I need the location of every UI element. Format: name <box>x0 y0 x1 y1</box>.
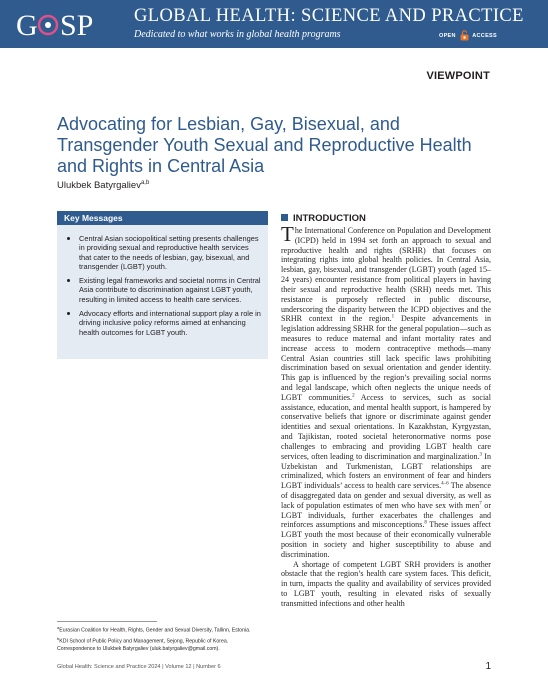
bullet-icon <box>67 312 70 315</box>
reference-mark[interactable]: 2 <box>352 393 355 399</box>
reference-mark[interactable]: 3 <box>479 452 483 458</box>
body-text: Despite advancements in legislation addressing SRHR for the general population—such as measures to reduce maternal and infant mortality rates and increase access to modern contraceptive methods—many Central Asian countries still lack specific laws prohibiting discrimination based on sexual orientation and gender identity. This gap is influenced by the region’s prevailing social norms and legal landscape, which often neglects the unique needs of LGBT communities. <box>281 314 492 402</box>
article-title: Advocating for Lesbian, Gay, Bisexual, and Transgender Youth Sexual and Reproductive Health and Rights in Central Asia <box>57 114 472 176</box>
introduction-body <box>281 222 492 609</box>
key-message-text: Advocacy efforts and international support play a role in driving inclusive policy reforms aimed at enhancing health outcomes for LGBT youth. <box>79 309 261 337</box>
body-text: In Uzbekistan and Turkmenistan, LGBT relationships are criminalized, which fosters an environment of fear and hinders LGBT individuals’ access to health care services. <box>281 451 491 491</box>
correspondence-note[interactable]: Correspondence to Ulukbek Batyrgaliev (uluk.batyrgaliev@gmail.com). <box>57 646 220 653</box>
svg-text:G: G <box>16 9 38 42</box>
footnote-divider <box>57 621 157 622</box>
reference-mark[interactable]: 7 <box>479 501 482 507</box>
footnote-text: Eurasian Coalition for Health, Rights, Gender and Sexual Diversity, Tallinn, Estonia. <box>59 627 251 634</box>
reference-mark[interactable]: 8 <box>424 520 427 526</box>
open-access-badge <box>439 30 497 41</box>
page-footer-citation: Global Health: Science and Practice 2024 | Volume 12 | Number 6 <box>57 664 221 670</box>
footnote-a <box>57 624 272 635</box>
body-text: These issues affect LGBT youth the most because of their economically vulnerable position in society and higher susceptibility to abuse and discrimination. <box>281 520 491 559</box>
reference-mark[interactable]: 1 <box>391 314 395 320</box>
author-line <box>57 180 149 191</box>
drop-cap: T <box>281 222 294 246</box>
open-access-label-right: ACCESS <box>472 32 497 39</box>
key-messages-box <box>57 211 268 359</box>
body-text: The absence of disaggregated data on gender and sexual diversity, as well as lack of population estimates of men who have sex with men <box>281 481 491 510</box>
page-number: 1 <box>485 661 491 672</box>
body-text: he International Conference on Population and Development (ICPD) held in 1994 set forth an approach to sexual and reproductive health and rights (SRHR) that focuses on integrating rights into global health policies. In Central Asia, lesbian, gay, bisexual, and transgender (LGBT) youth (aged 15–24 years) encounter resistance from political players in having their sexual and reproductive health (SRH) needs met. This resistance is purposely reflected in public discourse, underscoring the disparity between the ICPD objectives and the SRHR context in the region. <box>281 226 491 324</box>
key-message-text: Central Asian sociopolitical setting presents challenges in providing sexual and reproductive health services that cater to the needs of lesbian, gay, bisexual, and transgender (LGBT) youth. <box>79 234 259 271</box>
key-message-item <box>63 276 262 304</box>
journal-title: GLOBAL HEALTH: SCIENCE AND PRACTICE <box>134 6 524 26</box>
key-messages-list <box>57 225 268 337</box>
body-paragraph <box>281 222 492 560</box>
key-messages-heading: Key Messages <box>57 211 268 225</box>
affiliation-footnotes <box>57 621 272 654</box>
footnote-mark: a <box>57 625 60 630</box>
footnote-mark: b <box>57 636 60 642</box>
svg-text:SP: SP <box>60 9 94 42</box>
bullet-icon <box>67 237 70 240</box>
reference-mark[interactable]: 4–6 <box>441 481 449 487</box>
open-access-lock-icon <box>460 30 469 41</box>
bullet-icon <box>67 279 70 282</box>
journal-tagline: Dedicated to what works in global health programs <box>134 29 341 40</box>
footnote-text: KDI School of Public Policy and Management, Sejong, Republic of Korea. <box>59 638 229 645</box>
open-access-label-left: OPEN <box>439 32 456 39</box>
introduction-heading-text: INTRODUCTION <box>293 213 366 224</box>
key-message-text: Existing legal frameworks and societal norms in Central Asia contribute to discrimination against LGBT youth, resulting in limited access to health care services. <box>79 276 261 304</box>
author-affiliation-marks: a,b <box>140 180 150 186</box>
journal-banner <box>0 0 548 48</box>
author-name: Ulukbek Batyrgaliev <box>57 180 141 192</box>
journal-logo <box>16 5 116 43</box>
body-text: or LGBT individuals, further exacerbates the challenges and reinforces assumptions and misconceptions. <box>281 500 491 530</box>
key-message-item <box>63 309 262 337</box>
section-label: VIEWPOINT <box>426 70 490 82</box>
key-message-item <box>63 234 262 271</box>
body-text: Access to services, such as social assistance, education, and mental health support, is hampered by conservative beliefs that ignore or discriminate against gender identities and sexual orientations. In Kazakhstan, Kyrgyzstan, and Tajikistan, rooted societal heteronormative norms pose challenges to embracing and providing LGBT health care services, often leading to discrimination and marginalization. <box>281 392 491 461</box>
body-paragraph: A shortage of competent LGBT SRH providers is another obstacle that the region’s health care system faces. This deficit, in turn, impacts the quality and availability of services provided to LGBT youth, resulting in elevated risks of sexually transmitted infections and other health <box>281 559 491 608</box>
footnote-b <box>57 635 272 646</box>
heading-square-icon <box>281 214 288 221</box>
